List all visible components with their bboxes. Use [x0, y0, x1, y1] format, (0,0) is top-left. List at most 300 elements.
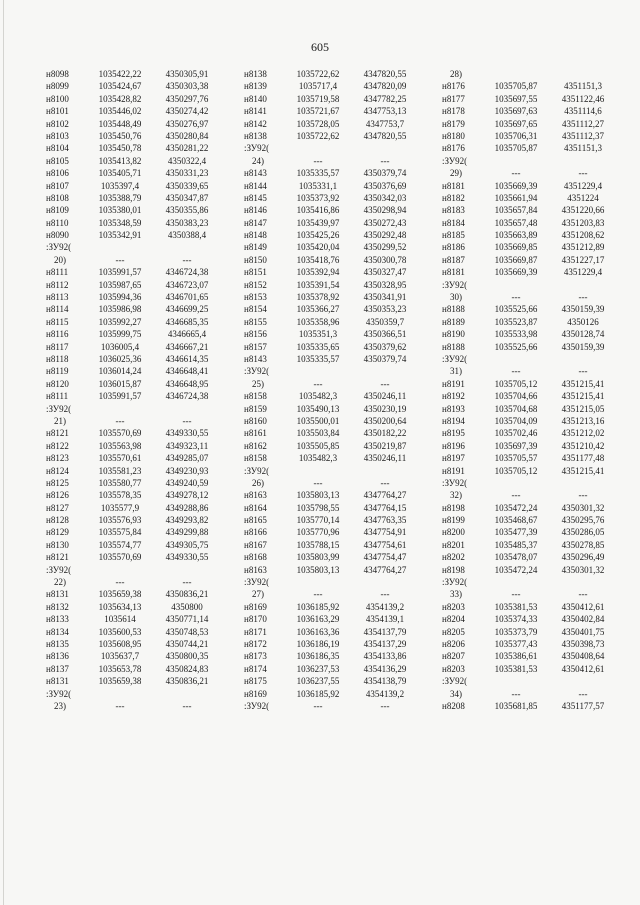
point-id: н8196: [442, 440, 465, 451]
point-id: н8143: [244, 353, 267, 364]
x-coordinate: 1035634,13: [98, 601, 142, 612]
x-coordinate: 1035577,9: [100, 502, 140, 513]
x-coordinate: 1035490,13: [296, 403, 340, 414]
y-coordinate: 4354137,29: [363, 638, 407, 649]
y-coordinate: 4354136,29: [363, 663, 407, 674]
y-coordinate: 4349230,93: [165, 465, 209, 476]
y-coordinate: 4350408,64: [561, 651, 605, 662]
y-coordinate: 4350296,49: [561, 552, 605, 563]
point-id: н8123: [46, 453, 69, 464]
y-coordinate: 4350771,14: [165, 614, 209, 625]
y-coordinate: [550, 279, 616, 291]
coordinate-row: [46, 353, 220, 365]
x-coordinate: ---: [511, 490, 521, 501]
coordinate-row: [46, 241, 220, 253]
point-id: н8207: [442, 651, 465, 662]
y-coordinate: 4346614,35: [165, 353, 209, 364]
point-id: :ЗУ92(: [46, 564, 72, 575]
y-coordinate: 4354133,86: [363, 651, 407, 662]
x-coordinate: 1035477,39: [494, 527, 538, 538]
y-coordinate: 4350836,21: [165, 589, 209, 600]
x-coordinate: 1035424,67: [98, 81, 142, 92]
coordinate-row: [442, 142, 616, 154]
point-id: :ЗУ92(: [46, 242, 72, 253]
coordinate-row: [244, 180, 418, 192]
coordinate-row: [46, 452, 220, 464]
x-coordinate: ---: [511, 366, 521, 377]
y-coordinate: 4351213,16: [561, 415, 605, 426]
x-coordinate: 1035397,4: [100, 180, 140, 191]
point-id: :ЗУ92(: [442, 155, 468, 166]
y-coordinate: 4347764,15: [363, 502, 407, 513]
x-coordinate: ---: [511, 168, 521, 179]
coordinate-row: [46, 539, 220, 551]
x-coordinate: 1035413,82: [98, 155, 142, 166]
x-coordinate: 1035472,24: [494, 502, 538, 513]
x-coordinate: 1035704,68: [494, 403, 538, 414]
x-coordinate: 1035342,91: [98, 230, 142, 241]
y-coordinate: 4347754,91: [363, 527, 407, 538]
y-coordinate: [550, 353, 616, 365]
point-id: н8189: [442, 316, 465, 327]
coordinate-row: [46, 118, 220, 130]
x-coordinate: 1036014,24: [98, 366, 142, 377]
y-coordinate: ---: [380, 700, 390, 711]
coordinate-row: [244, 155, 418, 167]
y-coordinate: 4354139,2: [365, 601, 405, 612]
point-id: н8126: [46, 490, 69, 501]
coordinate-row: [46, 688, 220, 700]
x-coordinate: 1035391,54: [296, 279, 340, 290]
point-id: :ЗУ92(: [244, 366, 270, 377]
y-coordinate: 4350298,94: [363, 205, 407, 216]
point-id: н8134: [46, 626, 69, 637]
coordinate-row: [442, 564, 616, 576]
point-id: :ЗУ92(: [442, 676, 468, 687]
y-coordinate: 4351210,42: [561, 440, 605, 451]
coordinate-row: [244, 353, 418, 365]
point-id: н8150: [244, 254, 267, 265]
point-id: 23): [54, 700, 66, 711]
y-coordinate: 4350230,19: [363, 403, 407, 414]
x-coordinate: ---: [313, 477, 323, 488]
coordinate-row: [442, 551, 616, 563]
y-coordinate: 4350182,22: [363, 428, 407, 439]
coordinate-row: [442, 502, 616, 514]
coordinate-row: [244, 502, 418, 514]
point-id: н8187: [442, 254, 465, 265]
y-coordinate: ---: [380, 477, 390, 488]
y-coordinate: 4347754,47: [363, 552, 407, 563]
point-id: н8101: [46, 106, 69, 117]
point-id: н8166: [244, 527, 267, 538]
x-coordinate: 1035570,61: [98, 453, 142, 464]
point-id: н8103: [46, 130, 69, 141]
point-id: н8181: [442, 180, 465, 191]
y-coordinate: 4350328,95: [363, 279, 407, 290]
y-coordinate: 4350366,51: [363, 329, 407, 340]
point-id: 29): [450, 168, 462, 179]
coordinate-row: [46, 427, 220, 439]
x-coordinate: 1036163,36: [296, 626, 340, 637]
y-coordinate: 4350246,11: [363, 391, 407, 402]
point-id: н8122: [46, 440, 69, 451]
x-coordinate: 1035503,84: [296, 428, 340, 439]
y-coordinate: 4350295,76: [561, 515, 605, 526]
coordinate-row: [244, 551, 418, 563]
y-coordinate: [154, 564, 220, 576]
coordinate-row: [46, 489, 220, 501]
y-coordinate: 4351212,89: [561, 242, 605, 253]
coordinate-row: [46, 700, 220, 712]
y-coordinate: 4347764,27: [363, 564, 407, 575]
point-id: :ЗУ92(: [442, 279, 468, 290]
x-coordinate: 1035578,35: [98, 490, 142, 501]
x-coordinate: 1035378,92: [296, 292, 340, 303]
coordinate-row: [442, 192, 616, 204]
coordinate-row: [244, 452, 418, 464]
x-coordinate: 1035770,96: [296, 527, 340, 538]
coordinate-column-3: [442, 68, 616, 712]
y-coordinate: 4350280,84: [165, 130, 209, 141]
x-coordinate: 1035425,26: [296, 230, 340, 241]
y-coordinate: 4350281,22: [165, 143, 209, 154]
y-coordinate: 4350301,32: [561, 564, 605, 575]
x-coordinate: 1035697,65: [494, 118, 538, 129]
point-id: н8179: [442, 118, 465, 129]
x-coordinate: [86, 688, 154, 700]
y-coordinate: 4350331,23: [165, 168, 209, 179]
y-coordinate: 4350126: [567, 316, 599, 327]
coordinate-row: [46, 403, 220, 415]
x-coordinate: 1035669,87: [494, 254, 538, 265]
coordinate-row: [46, 526, 220, 538]
coordinate-row: [244, 415, 418, 427]
point-id: н8125: [46, 477, 69, 488]
point-id: н8154: [244, 304, 267, 315]
x-coordinate: 1035798,55: [296, 502, 340, 513]
coordinate-row: [442, 217, 616, 229]
point-id: н8178: [442, 106, 465, 117]
y-coordinate: 4350159,39: [561, 341, 605, 352]
x-coordinate: [482, 675, 550, 687]
coordinate-row: [46, 440, 220, 452]
y-coordinate: ---: [578, 688, 588, 699]
y-coordinate: 4349299,88: [165, 527, 209, 538]
point-id: н8115: [46, 316, 69, 327]
coordinate-row: [244, 700, 418, 712]
point-id: н8172: [244, 638, 267, 649]
point-id: н8090: [46, 230, 69, 241]
point-id: н8170: [244, 614, 267, 625]
y-coordinate: 4347753,13: [363, 106, 407, 117]
point-id: н8112: [46, 279, 69, 290]
x-coordinate: 1035468,67: [494, 515, 538, 526]
x-coordinate: ---: [313, 155, 323, 166]
y-coordinate: 4351122,46: [561, 93, 605, 104]
coordinate-row: [46, 155, 220, 167]
x-coordinate: 1036185,92: [296, 688, 340, 699]
y-coordinate: 4351208,62: [561, 230, 605, 241]
y-coordinate: 4347782,25: [363, 93, 407, 104]
coordinate-row: [46, 638, 220, 650]
y-coordinate: [550, 477, 616, 489]
y-coordinate: 4350376,69: [363, 180, 407, 191]
x-coordinate: 1035422,22: [98, 69, 142, 79]
x-coordinate: ---: [313, 589, 323, 600]
coordinate-row: [244, 217, 418, 229]
coordinate-row: [46, 316, 220, 328]
coordinate-row: [442, 279, 616, 291]
coordinate-row: [442, 465, 616, 477]
coordinate-row: [244, 341, 418, 353]
x-coordinate: 1035335,57: [296, 353, 340, 364]
coordinate-row: [244, 105, 418, 117]
y-coordinate: ---: [182, 700, 192, 711]
y-coordinate: 4350824,83: [165, 663, 209, 674]
x-coordinate: ---: [313, 378, 323, 389]
x-coordinate: 1035373,92: [296, 192, 340, 203]
point-id: н8184: [442, 217, 465, 228]
point-id: н8152: [244, 279, 267, 290]
y-coordinate: ---: [578, 490, 588, 501]
x-coordinate: 1035661,94: [494, 192, 538, 203]
coordinate-row: [46, 68, 220, 80]
x-coordinate: 1035999,75: [98, 329, 142, 340]
y-coordinate: [352, 365, 418, 377]
coordinate-row: [442, 663, 616, 675]
x-coordinate: 1035523,87: [494, 316, 538, 327]
y-coordinate: 4347754,61: [363, 539, 407, 550]
coordinate-row: [244, 365, 418, 377]
coordinate-row: [442, 650, 616, 662]
y-coordinate: [154, 403, 220, 415]
x-coordinate: 1036163,29: [296, 614, 340, 625]
point-id: н8191: [442, 465, 465, 476]
coordinate-row: [442, 514, 616, 526]
point-id: :ЗУ92(: [46, 688, 72, 699]
x-coordinate: [284, 465, 352, 477]
y-coordinate: 4351177,57: [561, 700, 605, 711]
coordinate-row: [244, 440, 418, 452]
coordinate-row: [244, 390, 418, 402]
x-coordinate: 1036015,87: [98, 378, 142, 389]
y-coordinate: 4350276,97: [165, 118, 209, 129]
x-coordinate: 1036237,55: [296, 676, 340, 687]
x-coordinate: 1035358,96: [296, 316, 340, 327]
y-coordinate: 4354139,1: [365, 614, 405, 625]
y-coordinate: 4350744,21: [165, 638, 209, 649]
x-coordinate: 1035576,93: [98, 515, 142, 526]
point-id: 26): [252, 477, 264, 488]
y-coordinate: 4351215,05: [561, 403, 605, 414]
coordinate-row: [442, 440, 616, 452]
point-id: н8188: [442, 341, 465, 352]
y-coordinate: 4350379,74: [363, 353, 407, 364]
point-id: н8143: [244, 168, 267, 179]
coordinate-row: [244, 291, 418, 303]
y-coordinate: 4350128,74: [561, 329, 605, 340]
coordinate-row: [244, 204, 418, 216]
point-id: н8146: [244, 205, 267, 216]
coordinate-row: [442, 688, 616, 700]
coordinate-row: [442, 675, 616, 687]
y-coordinate: 4350359,7: [365, 316, 405, 327]
coordinate-row: [442, 415, 616, 427]
point-id: н8193: [442, 403, 465, 414]
coordinate-row: [46, 514, 220, 526]
coordinate-row: [46, 613, 220, 625]
coordinate-row: [244, 303, 418, 315]
y-coordinate: 4346699,25: [165, 304, 209, 315]
coordinate-row: [244, 638, 418, 650]
y-coordinate: 4351177,48: [561, 453, 605, 464]
point-id: 32): [450, 490, 462, 501]
y-coordinate: 4350300,78: [363, 254, 407, 265]
y-coordinate: [154, 241, 220, 253]
y-coordinate: 4350278,85: [561, 539, 605, 550]
x-coordinate: 1035418,76: [296, 254, 340, 265]
y-coordinate: 4350303,38: [165, 81, 209, 92]
x-coordinate: 1035600,53: [98, 626, 142, 637]
coordinate-row: [244, 80, 418, 92]
point-id: н8144: [244, 180, 267, 191]
x-coordinate: 1035608,95: [98, 638, 142, 649]
point-id: н8131: [46, 589, 69, 600]
y-coordinate: 4351215,41: [561, 378, 605, 389]
x-coordinate: 1036005,4: [100, 341, 140, 352]
coordinate-row: [442, 180, 616, 192]
x-coordinate: 1035669,85: [494, 242, 538, 253]
point-id: н8120: [46, 378, 69, 389]
x-coordinate: 1035450,78: [98, 143, 142, 154]
x-coordinate: 1035446,02: [98, 106, 142, 117]
coordinate-row: [244, 477, 418, 489]
coordinate-row: [442, 68, 616, 80]
y-coordinate: 4351215,41: [561, 391, 605, 402]
point-id: н8106: [46, 168, 69, 179]
y-coordinate: [550, 576, 616, 588]
point-id: н8148: [244, 230, 267, 241]
y-coordinate: 4349330,55: [165, 428, 209, 439]
point-id: н8180: [442, 130, 465, 141]
x-coordinate: 1035574,77: [98, 539, 142, 550]
x-coordinate: 1035706,31: [494, 130, 538, 141]
coordinate-row: [46, 328, 220, 340]
point-id: н8163: [244, 490, 267, 501]
point-id: н8107: [46, 180, 69, 191]
coordinate-row: [244, 403, 418, 415]
point-id: н8111: [46, 391, 69, 402]
y-coordinate: 4350412,61: [561, 663, 605, 674]
coordinate-row: [46, 204, 220, 216]
point-id: н8111: [46, 267, 69, 278]
x-coordinate: 1035570,69: [98, 552, 142, 563]
point-id: н8188: [442, 304, 465, 315]
coordinate-row: [244, 254, 418, 266]
point-id: :ЗУ92(: [442, 353, 468, 364]
x-coordinate: 1035335,65: [296, 341, 340, 352]
x-coordinate: 1035381,53: [494, 663, 538, 674]
coordinate-row: [244, 564, 418, 576]
point-id: н8127: [46, 502, 69, 513]
x-coordinate: 1035717,4: [298, 81, 338, 92]
y-coordinate: 4350301,32: [561, 502, 605, 513]
x-coordinate: 1035380,01: [98, 205, 142, 216]
x-coordinate: 1035705,12: [494, 378, 538, 389]
coordinate-row: [442, 204, 616, 216]
point-id: н8119: [46, 366, 69, 377]
point-id: н8140: [244, 93, 267, 104]
y-coordinate: 4354137,79: [363, 626, 407, 637]
point-id: :ЗУ92(: [244, 143, 270, 154]
point-id: н8098: [46, 69, 69, 79]
x-coordinate: 1035697,39: [494, 440, 538, 451]
y-coordinate: [352, 576, 418, 588]
coordinate-row: [442, 700, 616, 712]
x-coordinate: 1035788,15: [296, 539, 340, 550]
y-coordinate: 4351212,02: [561, 428, 605, 439]
y-coordinate: 4346701,65: [165, 292, 209, 303]
y-coordinate: ---: [578, 168, 588, 179]
x-coordinate: [284, 365, 352, 377]
coordinate-row: [442, 254, 616, 266]
x-coordinate: 1035614: [104, 614, 136, 625]
y-coordinate: 4350339,65: [165, 180, 209, 191]
coordinate-row: [442, 539, 616, 551]
y-coordinate: 4349285,07: [165, 453, 209, 464]
x-coordinate: 1035992,27: [98, 316, 142, 327]
x-coordinate: [86, 564, 154, 576]
y-coordinate: 4350327,47: [363, 267, 407, 278]
point-id: н8162: [244, 440, 267, 451]
x-coordinate: 1035697,63: [494, 106, 538, 117]
x-coordinate: 1035570,69: [98, 428, 142, 439]
x-coordinate: ---: [511, 589, 521, 600]
coordinate-row: [244, 241, 418, 253]
y-coordinate: 4351151,3: [564, 81, 602, 92]
y-coordinate: 4351224: [567, 192, 599, 203]
point-id: н8105: [46, 155, 69, 166]
x-coordinate: 1035482,3: [298, 453, 338, 464]
x-coordinate: 1036186,19: [296, 638, 340, 649]
x-coordinate: 1035803,13: [296, 490, 340, 501]
coordinate-row: [442, 403, 616, 415]
x-coordinate: 1035705,87: [494, 81, 538, 92]
x-coordinate: 1035663,89: [494, 230, 538, 241]
coordinate-row: [244, 427, 418, 439]
point-id: 30): [450, 292, 462, 303]
coordinate-row: [46, 192, 220, 204]
point-id: 20): [54, 254, 66, 265]
x-coordinate: 1035416,86: [296, 205, 340, 216]
y-coordinate: 4346724,38: [165, 267, 209, 278]
point-id: н8171: [244, 626, 267, 637]
point-id: н8174: [244, 663, 267, 674]
x-coordinate: 1035335,57: [296, 168, 340, 179]
coordinate-row: [46, 217, 220, 229]
point-id: н8205: [442, 626, 465, 637]
y-coordinate: 4351215,41: [561, 465, 605, 476]
coordinate-row: [244, 142, 418, 154]
x-coordinate: 1035563,98: [98, 440, 142, 451]
y-coordinate: 4350200,64: [363, 415, 407, 426]
coordinate-row: [244, 167, 418, 179]
y-coordinate: 4346685,35: [165, 316, 209, 327]
coordinate-row: [46, 415, 220, 427]
point-id: н8202: [442, 552, 465, 563]
coordinate-column-1: [46, 68, 220, 712]
